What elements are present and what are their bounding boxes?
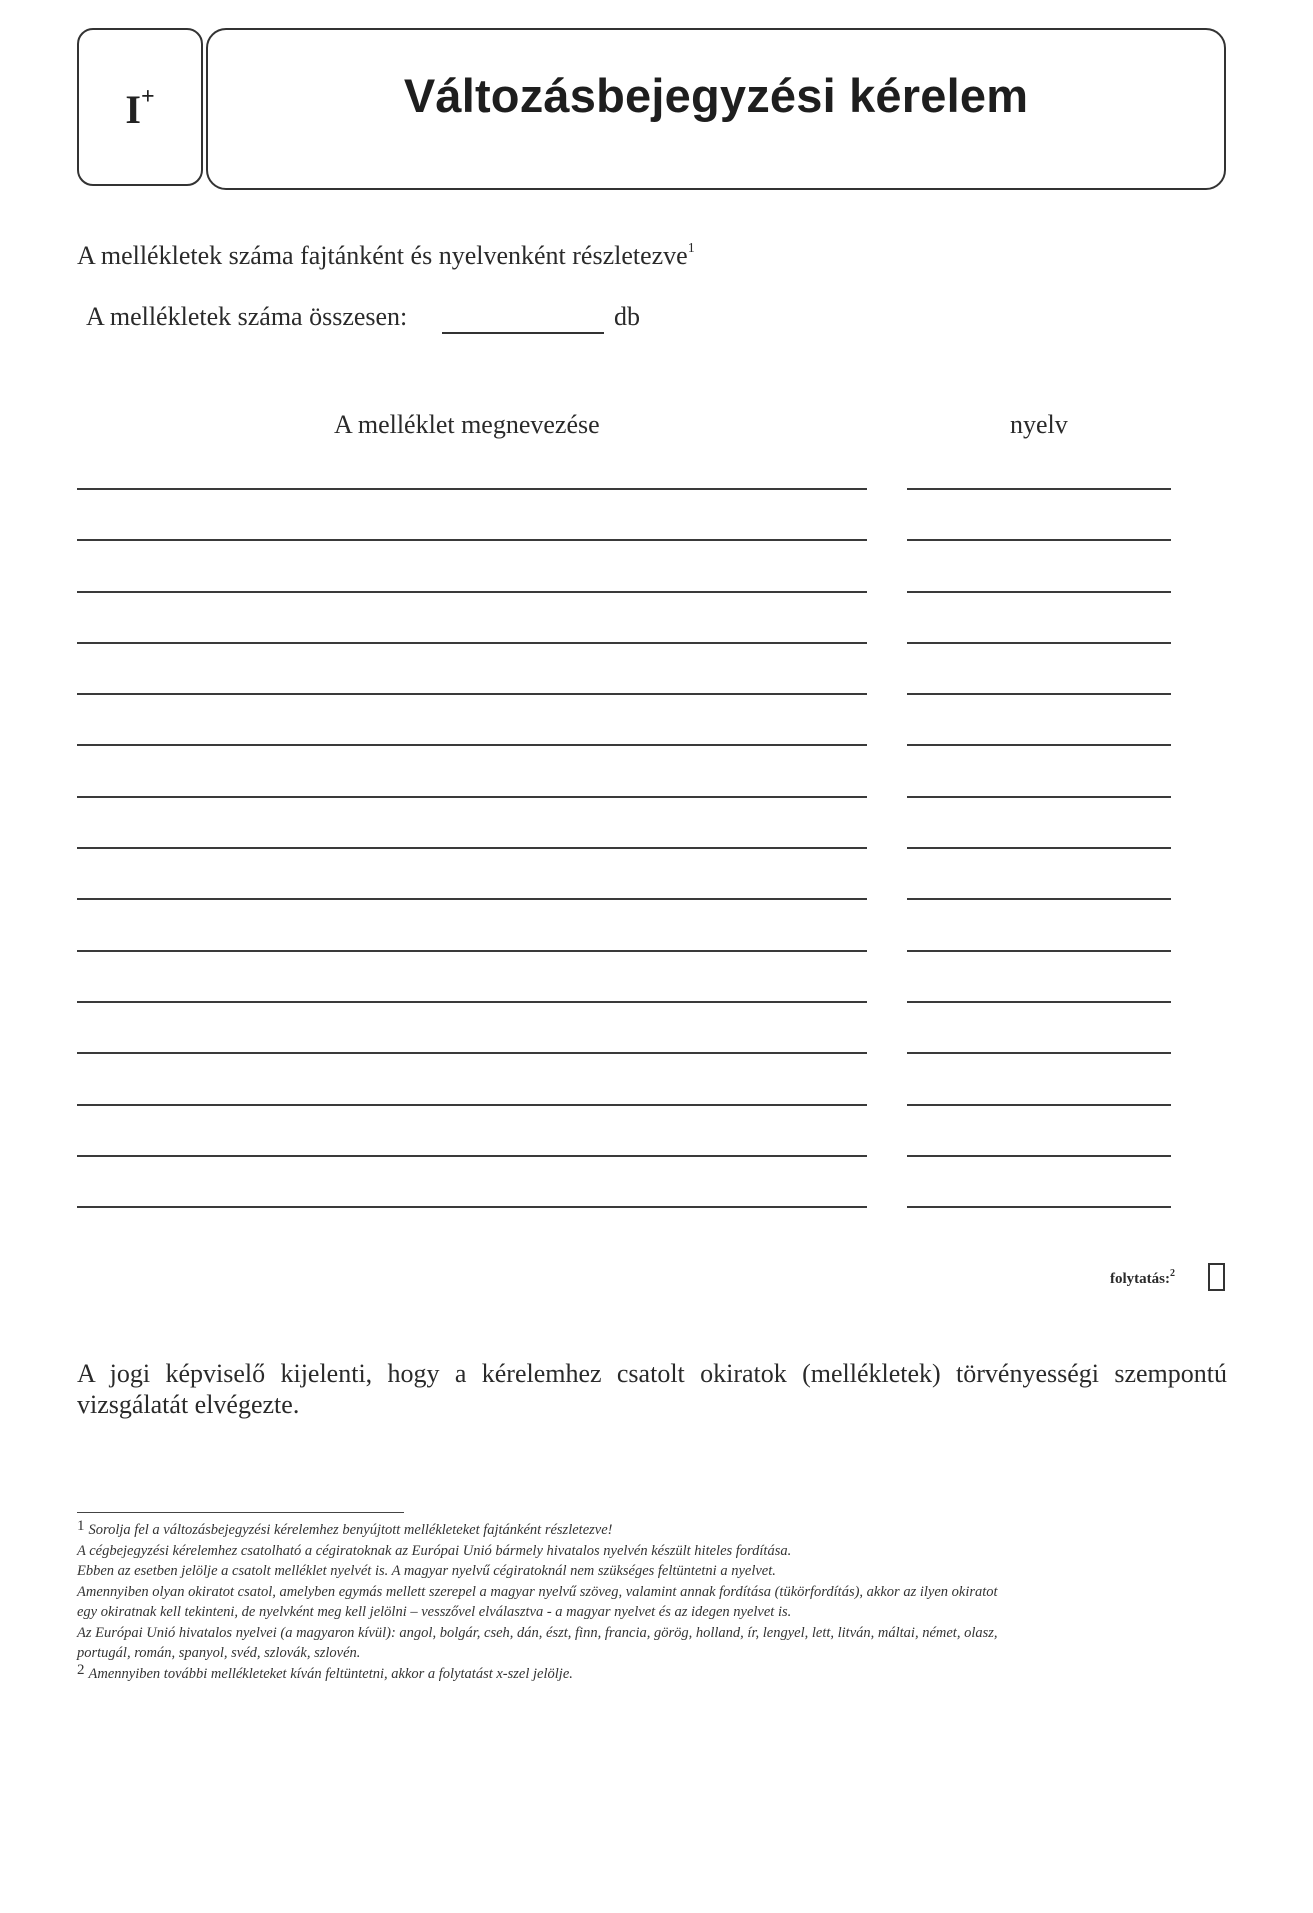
form-code-box (77, 28, 203, 186)
attachment-name-field[interactable] (77, 1155, 867, 1157)
continuation-checkbox[interactable] (1208, 1263, 1225, 1291)
attachment-name-field[interactable] (77, 898, 867, 900)
footnotes (77, 1520, 1227, 1684)
attachment-language-field[interactable] (907, 1155, 1171, 1157)
footnote-ref-2: 2 (1170, 1268, 1175, 1279)
attachment-language-field[interactable] (907, 1001, 1171, 1003)
footnote-1-line: 1 Sorolja fel a változásbejegyzési kérelemhez benyújtott mellékleteket fajtánként részletezve! (77, 1518, 613, 1538)
attachment-language-field[interactable] (907, 488, 1171, 490)
footnote-1-line: portugál, román, spanyol, svéd, szlovák, szlovén. (77, 1645, 361, 1661)
footnote-divider (77, 1512, 404, 1513)
footnote-1-line: A cégbejegyzési kérelemhez csatolható a cégiratoknak az Európai Unió bármely hivatalos nyelvén készült hiteles fordítása. (77, 1542, 792, 1559)
attachment-language-field[interactable] (907, 642, 1171, 644)
attachments-count-label: A mellékletek száma összesen: (86, 302, 408, 331)
attachment-language-field[interactable] (907, 1052, 1171, 1054)
attachment-name-field[interactable] (77, 744, 867, 746)
attachment-name-field[interactable] (77, 642, 867, 644)
footnote-1-line: egy okiratnak kell tekinteni, de nyelvként meg kell jelölni – vesszővel elválasztva - a magyar nyelvet és az idegen nyelvet is. (77, 1604, 792, 1620)
attachment-language-field[interactable] (907, 539, 1171, 541)
attachment-name-field[interactable] (77, 591, 867, 593)
attachment-language-field[interactable] (907, 950, 1171, 952)
declaration-text: A jogi képviselő kijelenti, hogy a kérelemhez csatolt okiratok (mellékletek) törvényességi szempontú vizsgálatát elvégezte. (77, 1359, 1227, 1419)
page-title: Változásbejegyzési kérelem (403, 69, 1029, 122)
attachment-language-field[interactable] (907, 898, 1171, 900)
attachment-language-field[interactable] (907, 693, 1171, 695)
attachment-name-field[interactable] (77, 488, 867, 490)
footnote-2-number: 2 (77, 1661, 85, 1678)
attachment-name-field[interactable] (77, 847, 867, 849)
attachment-language-field[interactable] (907, 1206, 1171, 1208)
attachment-name-field[interactable] (77, 539, 867, 541)
attachment-language-field[interactable] (907, 796, 1171, 798)
footnote-ref-1: 1 (687, 241, 695, 257)
attachment-language-field[interactable] (907, 744, 1171, 746)
column-header-name: A melléklet megnevezése (334, 410, 600, 439)
attachment-name-field[interactable] (77, 693, 867, 695)
attachment-name-field[interactable] (77, 1052, 867, 1054)
attachment-language-field[interactable] (907, 847, 1171, 849)
attachment-name-field[interactable] (77, 1001, 867, 1003)
footnote-2-line: 2 Amennyiben további mellékleteket kíván feltüntetni, akkor a folytatást x-szel jelölje. (77, 1661, 573, 1682)
footnote-1-line: Amennyiben olyan okiratot csatol, amelyben egymás mellett szerepel a magyar nyelvű szöveg, valamint annak fordítása (tükörfordítás), akkor az ilyen okiratot (77, 1583, 998, 1600)
title-box (206, 28, 1226, 190)
attachments-count-unit: db (614, 302, 640, 331)
attachment-name-field[interactable] (77, 950, 867, 952)
continuation-label: folytatás:$^2$ (1110, 1268, 1175, 1287)
column-header-language: nyelv (1010, 410, 1068, 439)
footnote-1-number: 1 (77, 1518, 85, 1534)
footnote-1-line: Az Európai Unió hivatalos nyelvei (a magyaron kívül): angol, bolgár, cseh, dán, észt, finn, francia, görög, holland, ír, lengyel, lett, litván, máltai, német, olasz, (77, 1624, 998, 1641)
attachment-name-field[interactable] (77, 1206, 867, 1208)
form-code: I+ (125, 84, 155, 132)
form-code-superscript: + (140, 84, 155, 111)
attachment-name-field[interactable] (77, 1104, 867, 1106)
attachment-name-field[interactable] (77, 796, 867, 798)
footnote-1-line: Ebben az esetben jelölje a csatolt melléklet nyelvét is. A magyar nyelvű cégiratoknál nem szükséges feltüntetni a nyelvet. (77, 1563, 776, 1579)
attachment-language-field[interactable] (907, 1104, 1171, 1106)
attachments-heading: A mellékletek száma fajtánként és nyelvenként részletezve$^1$ (77, 241, 695, 270)
attachments-count-field[interactable] (442, 332, 604, 334)
attachment-language-field[interactable] (907, 591, 1171, 593)
